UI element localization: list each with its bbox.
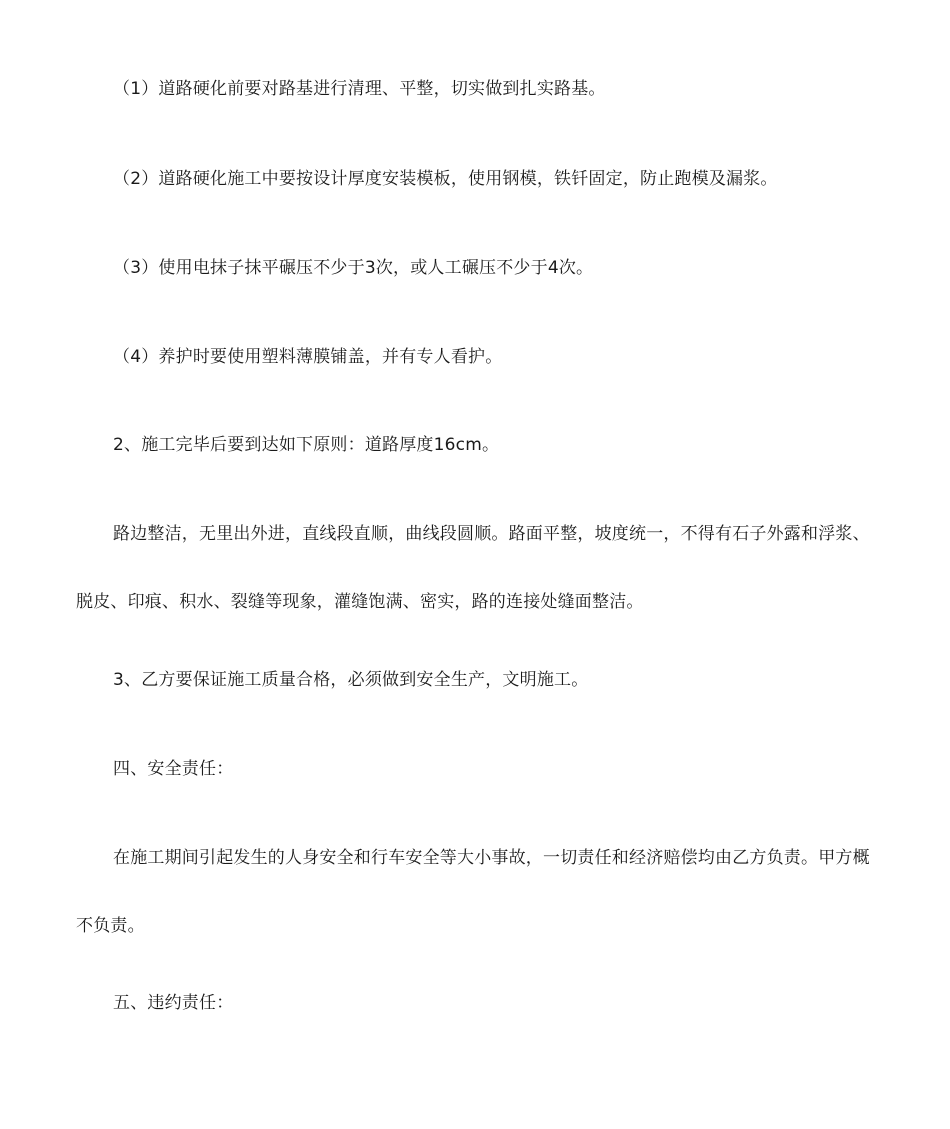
paragraph-road-base-cleanup: （1）道路硬化前要对路基进行清理、平整，切实做到扎实路基。 bbox=[113, 79, 606, 99]
paragraph-safety-liability: 在施工期间引起发生的人身安全和行车安全等大小事故，一切责任和经济赔偿均由乙方负责。甲方概不负责。 bbox=[76, 848, 870, 936]
paragraph-formwork-installation: （2）道路硬化施工中要按设计厚度安装模板，使用钢模，铁钎固定，防止跑模及漏浆。 bbox=[113, 169, 778, 189]
section-heading-breach-liability: 五、违约责任： bbox=[113, 993, 234, 1013]
paragraph-quality-safety: 3、乙方要保证施工质量合格，必须做到安全生产，文明施工。 bbox=[113, 670, 589, 690]
paragraph-curing-protection: （4）养护时要使用塑料薄膜铺盖，并有专人看护。 bbox=[113, 347, 503, 367]
paragraph-compaction-requirement: （3）使用电抹子抹平碾压不少于3次，或人工碾压不少于4次。 bbox=[113, 258, 594, 278]
section-heading-safety-responsibility: 四、安全责任： bbox=[113, 759, 234, 779]
paragraph-surface-quality: 路边整洁，无里出外进，直线段直顺，曲线段圆顺。路面平整，坡度统一，不得有石子外露和浮浆、脱皮、印痕、积水、裂缝等现象，灌缝饱满、密实，路的连接处缝面整洁。 bbox=[76, 524, 870, 612]
paragraph-completion-standard: 2、施工完毕后要到达如下原则：道路厚度16cm。 bbox=[113, 435, 500, 455]
